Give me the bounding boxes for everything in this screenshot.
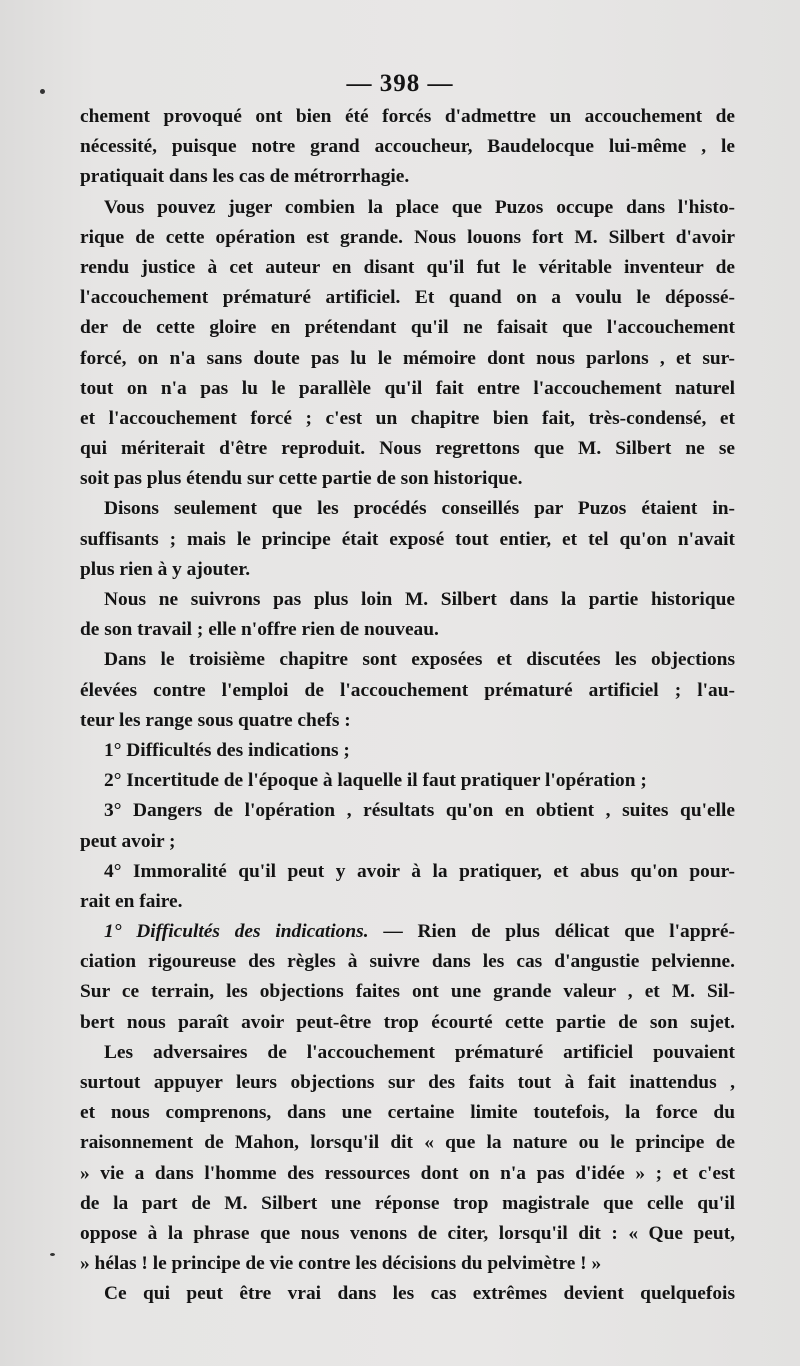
- text-line: [80, 827, 735, 857]
- line-text: rendu justice à cet auteur en disant qu'il fut le véritable inventeur de: [80, 256, 735, 278]
- text-line: [80, 344, 735, 374]
- text-line: [80, 374, 735, 404]
- text-line: [80, 1159, 735, 1189]
- line-text: rique de cette opération est grande. Nous louons fort M. Silbert d'avoir: [80, 226, 735, 248]
- text-line: [80, 1189, 735, 1219]
- line-text: élevées contre l'emploi de l'accouchement prématuré artificiel ; l'au-: [80, 679, 735, 701]
- text-line: [80, 494, 735, 524]
- page-number: — 398 —: [346, 70, 454, 97]
- text-line: [80, 676, 735, 706]
- text-line: [80, 313, 735, 343]
- line-text: chement provoqué ont bien été forcés d'admettre un accouchement de: [80, 106, 735, 127]
- line-text: et nous comprenons, dans une certaine limite toutefois, la force du: [80, 1102, 735, 1124]
- line-text: Nous ne suivrons pas plus loin M. Silbert dans la partie historique: [104, 589, 735, 610]
- text-line: [80, 1068, 735, 1098]
- line-text: rait en faire.: [80, 890, 183, 912]
- line-text: plus rien à y ajouter.: [80, 558, 251, 580]
- line-text: raisonnement de Mahon, lorsqu'il dit « que la nature ou le principe de: [80, 1132, 735, 1154]
- line-text: et l'accouchement forcé ; c'est un chapitre bien fait, très-condensé, et: [80, 407, 735, 429]
- line-text: 4° Immoralité qu'il peut y avoir à la pratiquer, et abus qu'on pour-: [104, 860, 735, 882]
- line-text: nécessité, puisque notre grand accoucheur, Baudelocque lui-même , le: [80, 136, 735, 158]
- text-line: [80, 977, 735, 1007]
- text-line: [80, 887, 735, 917]
- line-text: surtout appuyer leurs objections sur des faits tout à fait inattendus ,: [80, 1072, 735, 1093]
- text-line: [80, 223, 735, 253]
- line-text: soit pas plus étendu sur cette partie de son historique.: [80, 468, 523, 490]
- line-text: 1° Difficultés des indications ;: [104, 739, 350, 761]
- text-line: [80, 645, 735, 675]
- line-text: Disons seulement que les procédés conseillés par Puzos étaient in-: [104, 498, 735, 520]
- text-line: [80, 947, 735, 977]
- line-text: Vous pouvez juger combien la place que Puzos occupe dans l'histo-: [104, 196, 735, 218]
- text-line: [80, 253, 735, 283]
- line-text: Dans le troisième chapitre sont exposées et discutées les objections: [104, 649, 735, 671]
- text-line: [80, 464, 735, 494]
- line-text: ciation rigoureuse des règles à suivre dans les cas d'angustie pelvienne.: [80, 951, 735, 973]
- line-text: tout on n'a pas lu le parallèle qu'il fait entre l'accouchement naturel: [80, 377, 735, 399]
- text-line: [80, 525, 735, 555]
- line-text: oppose à la phrase que nous venons de citer, lorsqu'il dit : « Que peut,: [80, 1222, 735, 1244]
- text-line: [80, 1098, 735, 1128]
- line-text: teur les range sous quatre chefs :: [80, 709, 351, 731]
- text-line: [80, 1128, 735, 1158]
- body-text: [80, 102, 735, 1310]
- text-line: [80, 102, 735, 132]
- text-line: [80, 615, 735, 645]
- text-line: [80, 736, 735, 766]
- text-line: [80, 796, 735, 826]
- line-text: de son travail ; elle n'offre rien de nouveau.: [80, 619, 439, 641]
- text-line: [80, 1249, 735, 1279]
- line-text: 3° Dangers de l'opération , résultats qu'on en obtient , suites qu'elle: [104, 800, 735, 822]
- line-text: de la part de M. Silbert une réponse trop magistrale que celle qu'il: [80, 1192, 735, 1214]
- line-text: der de cette gloire en prétendant qu'il ne faisait que l'accouchement: [80, 317, 735, 339]
- text-line: [80, 766, 735, 796]
- text-line: [80, 132, 735, 162]
- line-text: l'accouchement prématuré artificiel. Et quand on a voulu le dépossé-: [80, 287, 735, 309]
- line-text: » hélas ! le principe de vie contre les décisions du pelvimètre ! »: [80, 1253, 602, 1275]
- text-line: [80, 404, 735, 434]
- section-heading: 1° Difficultés des indications.: [104, 921, 369, 943]
- text-line: [80, 434, 735, 464]
- line-text: bert nous paraît avoir peut-être trop écourté cette partie de son sujet.: [80, 1011, 735, 1033]
- line-text: » vie a dans l'homme des ressources dont on n'a pas d'idée » ; et c'est: [80, 1162, 735, 1184]
- text-line: [80, 706, 735, 736]
- line-text: Les adversaires de l'accouchement prématuré artificiel pouvaient: [104, 1041, 735, 1063]
- line-text: Sur ce terrain, les objections faites ont une grande valeur , et M. Sil-: [80, 981, 735, 1003]
- text-line: [80, 585, 735, 615]
- line-text: qui mériterait d'être reproduit. Nous regrettons que M. Silbert ne se: [80, 438, 735, 460]
- text-line: [80, 193, 735, 223]
- line-text: forcé, on n'a sans doute pas lu le mémoire dont nous parlons , et sur-: [80, 347, 735, 369]
- line-text: Ce qui peut être vrai dans les cas extrêmes devient quelquefois: [104, 1283, 735, 1305]
- line-text: suffisants ; mais le principe était exposé tout entier, et tel qu'on n'avait: [80, 528, 735, 550]
- text-line: [80, 1279, 735, 1309]
- line-text: pratiquait dans les cas de métrorrhagie.: [80, 166, 410, 188]
- text-line: [80, 283, 735, 313]
- text-line: [80, 162, 735, 192]
- line-text: 2° Incertitude de l'époque à laquelle il faut pratiquer l'opération ;: [104, 770, 647, 792]
- text-line: [80, 555, 735, 585]
- text-line: [80, 857, 735, 887]
- line-text: peut avoir ;: [80, 830, 176, 852]
- text-line: [80, 1008, 735, 1038]
- text-line: [80, 1219, 735, 1249]
- text-line: [80, 1038, 735, 1068]
- text-line: [80, 917, 735, 947]
- line-text: — Rien de plus délicat que l'appré-: [368, 921, 735, 943]
